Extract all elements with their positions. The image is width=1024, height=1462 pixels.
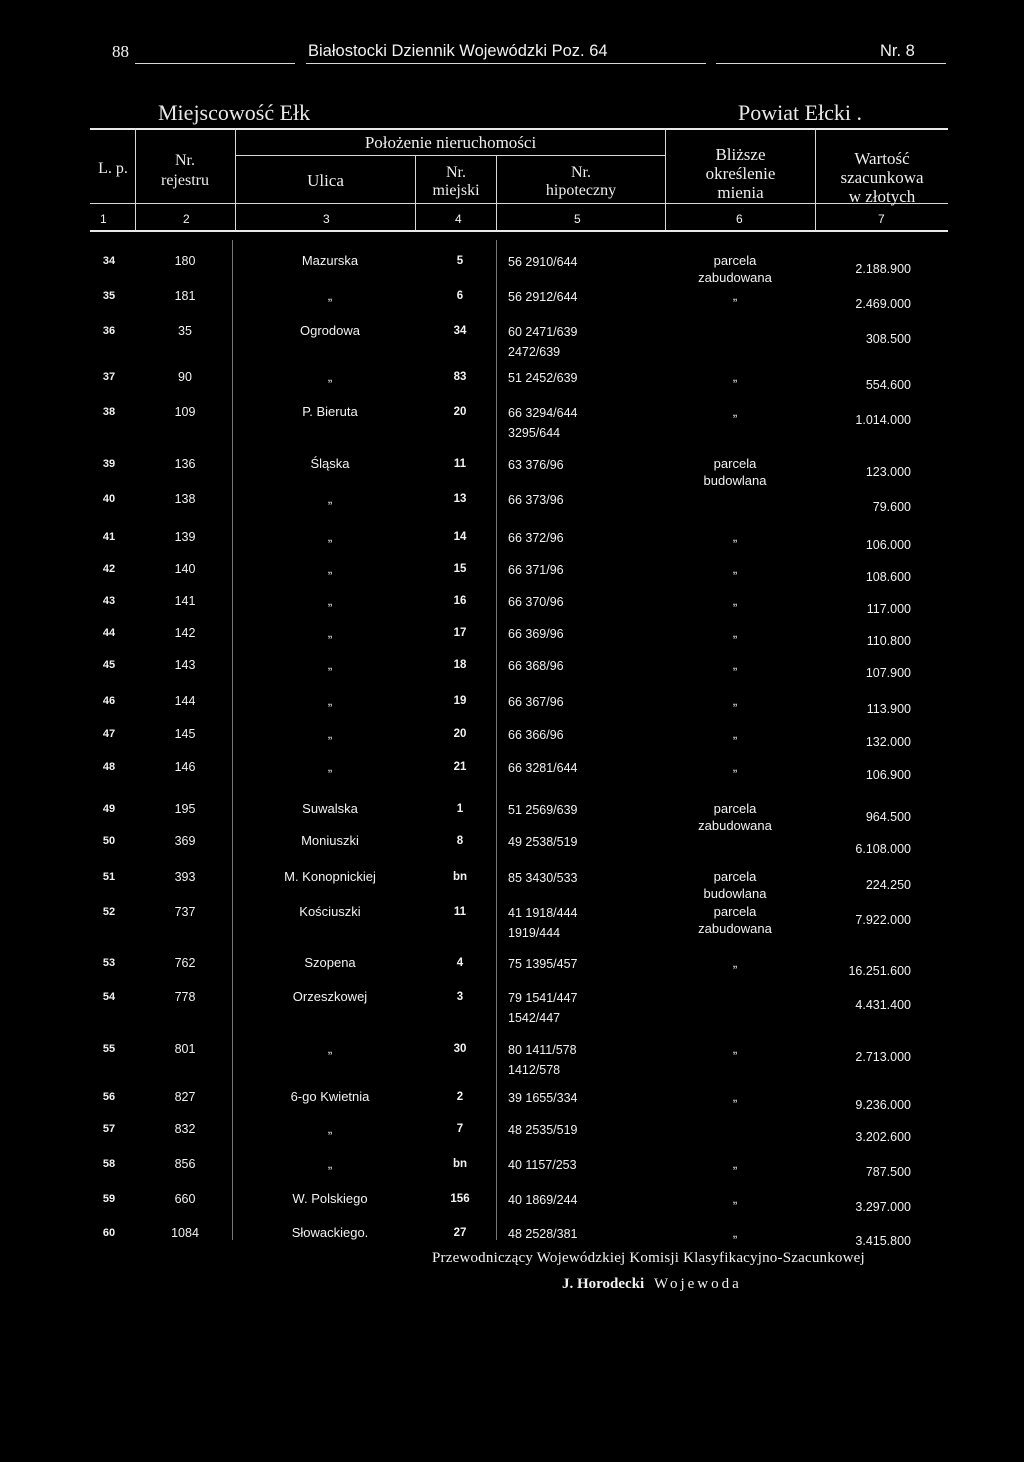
row-ulica: „ — [327, 625, 333, 640]
row-okreslenie-mienia: parcela zabudowana — [698, 904, 772, 936]
row-okreslenie-mienia: „ — [732, 593, 738, 608]
row-wartosc: 4.431.400 — [855, 998, 911, 1012]
row-okreslenie-mienia: „ — [732, 404, 738, 419]
row-nr-hipoteczny: 79 1541/447 1542/447 — [508, 991, 578, 1025]
table-row — [0, 954, 1024, 988]
row-wartosc: 964.500 — [865, 810, 911, 824]
row-nr-rejestru: 35 — [178, 324, 192, 338]
row-okreslenie-mienia: „ — [732, 529, 738, 544]
row-ulica: 6-go Kwietnia — [290, 1089, 370, 1104]
row-wartosc: 9.236.000 — [855, 1098, 911, 1112]
row-lp: 47 — [102, 728, 116, 740]
column-number-6: 6 — [736, 212, 743, 226]
row-nr-miejski: 27 — [453, 1227, 467, 1239]
row-nr-miejski: 34 — [453, 325, 467, 337]
table-row — [0, 800, 1024, 834]
row-nr-hipoteczny: 39 1655/334 — [508, 1091, 578, 1105]
row-ulica: P. Bieruta — [302, 404, 358, 419]
row-wartosc: 117.000 — [866, 602, 911, 616]
table-row — [0, 1040, 1024, 1077]
row-nr-miejski: 21 — [453, 761, 467, 773]
row-nr-miejski: bn — [452, 871, 468, 883]
row-nr-miejski: 14 — [453, 531, 467, 543]
row-nr-hipoteczny: 66 368/96 — [508, 659, 564, 673]
row-nr-rejestru: 146 — [174, 760, 196, 774]
row-ulica: „ — [327, 288, 333, 303]
row-okreslenie-mienia: „ — [732, 1089, 738, 1104]
row-wartosc: 554.600 — [865, 378, 911, 392]
header-rejestru-nr: Nr. — [175, 152, 195, 169]
row-nr-hipoteczny: 51 2569/639 — [508, 803, 578, 817]
table-row — [0, 368, 1024, 402]
table-row — [0, 868, 1024, 902]
row-okreslenie-mienia: „ — [732, 1225, 738, 1240]
column-number-4: 4 — [455, 212, 462, 226]
column-number-5: 5 — [574, 212, 581, 226]
table-row — [0, 1190, 1024, 1224]
row-nr-miejski: 17 — [453, 627, 467, 639]
row-ulica: „ — [327, 529, 333, 544]
row-nr-miejski: 30 — [453, 1043, 467, 1055]
row-nr-hipoteczny: 40 1157/253 — [508, 1158, 577, 1172]
row-nr-miejski: 19 — [453, 695, 467, 707]
row-lp: 51 — [102, 871, 116, 883]
row-nr-miejski: 1 — [456, 803, 464, 815]
row-nr-hipoteczny: 56 2910/644 — [508, 255, 578, 269]
table-top-rule — [90, 128, 948, 130]
row-nr-hipoteczny: 80 1411/578 1412/578 — [508, 1043, 577, 1077]
row-wartosc: 123.000 — [865, 465, 911, 479]
row-okreslenie-mienia: parcela zabudowana — [698, 801, 772, 833]
row-okreslenie-mienia: „ — [732, 693, 738, 708]
header-rule-right — [716, 63, 946, 64]
row-nr-rejestru: 90 — [178, 370, 192, 384]
row-wartosc: 113.900 — [866, 702, 911, 716]
row-nr-hipoteczny: 66 371/96 — [508, 563, 564, 577]
row-nr-miejski: 3 — [456, 991, 464, 1003]
row-wartosc: 7.922.000 — [855, 913, 911, 927]
row-lp: 46 — [102, 695, 116, 707]
row-lp: 60 — [102, 1227, 116, 1239]
column-number-1: 1 — [100, 212, 107, 226]
row-lp: 57 — [102, 1123, 116, 1135]
row-okreslenie-mienia: „ — [732, 955, 738, 970]
table-row — [0, 1155, 1024, 1189]
row-ulica: „ — [327, 1121, 333, 1136]
row-nr-rejestru: 195 — [174, 802, 196, 816]
col-divider-1 — [135, 128, 136, 230]
table-row — [0, 1120, 1024, 1154]
row-nr-rejestru: 139 — [174, 530, 196, 544]
row-ulica: Moniuszki — [301, 833, 359, 848]
row-nr-hipoteczny: 48 2528/381 — [508, 1227, 578, 1241]
column-number-3: 3 — [323, 212, 330, 226]
row-okreslenie-mienia: parcela zabudowana — [698, 253, 772, 285]
row-wartosc: 110.800 — [866, 634, 911, 648]
issue-number: Nr. 8 — [880, 42, 915, 60]
row-okreslenie-mienia: „ — [732, 759, 738, 774]
header-blizsze-2: określenie — [705, 164, 776, 183]
row-nr-hipoteczny: 40 1869/244 — [508, 1193, 578, 1207]
row-lp: 53 — [102, 957, 116, 969]
header-hipoteczny-nr: Nr. — [571, 164, 591, 181]
row-nr-rejestru: 832 — [174, 1122, 196, 1136]
row-wartosc: 224.250 — [865, 878, 911, 892]
row-wartosc: 308.500 — [865, 332, 911, 346]
row-nr-rejestru: 136 — [174, 457, 196, 471]
row-nr-miejski: 13 — [453, 493, 467, 505]
row-wartosc: 106.900 — [865, 768, 911, 782]
row-ulica: Kościuszki — [299, 904, 361, 919]
row-ulica: M. Konopnickiej — [284, 869, 376, 884]
row-ulica: Orzeszkowej — [292, 989, 368, 1004]
row-wartosc: 79.600 — [872, 500, 911, 514]
row-lp: 56 — [102, 1091, 116, 1103]
row-nr-rejestru: 140 — [174, 562, 196, 576]
row-nr-hipoteczny: 85 3430/533 — [508, 871, 578, 885]
row-okreslenie-mienia: „ — [732, 561, 738, 576]
row-ulica: Szopena — [304, 955, 356, 970]
row-nr-rejestru: 144 — [174, 694, 196, 708]
row-nr-hipoteczny: 66 373/96 — [508, 493, 564, 507]
row-nr-rejestru: 138 — [174, 492, 196, 506]
row-okreslenie-mienia: „ — [732, 657, 738, 672]
header-wartosc-2: szacunkowa — [840, 168, 924, 187]
row-nr-rejestru: 660 — [174, 1192, 196, 1206]
table-row — [0, 725, 1024, 759]
row-ulica: Mazurska — [301, 253, 359, 268]
header-wartosc-3: w złotych — [848, 187, 916, 206]
row-nr-miejski: 8 — [456, 835, 464, 847]
table-row — [0, 490, 1024, 524]
col-divider-5 — [665, 128, 666, 230]
table-row — [0, 322, 1024, 359]
row-lp: 39 — [102, 458, 116, 470]
row-wartosc: 132.000 — [865, 735, 911, 749]
table-row — [0, 252, 1024, 286]
row-nr-miejski: 15 — [453, 563, 467, 575]
row-wartosc: 2.188.900 — [855, 262, 911, 276]
row-nr-hipoteczny: 60 2471/639 2472/639 — [508, 325, 578, 359]
row-ulica: „ — [327, 1041, 333, 1056]
table-row — [0, 528, 1024, 562]
header-rule-mid — [306, 63, 706, 64]
row-nr-rejestru: 145 — [174, 727, 196, 741]
row-ulica: W. Polskiego — [292, 1191, 368, 1206]
row-nr-miejski: 20 — [453, 406, 467, 418]
header-rejestru: rejestru — [161, 172, 209, 189]
table-row — [0, 560, 1024, 594]
row-nr-rejestru: 762 — [174, 956, 196, 970]
row-okreslenie-mienia: „ — [732, 288, 738, 303]
row-nr-rejestru: 143 — [174, 658, 196, 672]
row-nr-hipoteczny: 49 2538/519 — [508, 835, 578, 849]
table-row — [0, 832, 1024, 866]
header-blizsze-3: mienia — [717, 183, 764, 202]
header-rule-left — [135, 63, 295, 64]
row-ulica: Suwalska — [302, 801, 358, 816]
row-nr-rejestru: 181 — [174, 289, 196, 303]
row-ulica: „ — [327, 593, 333, 608]
row-ulica: „ — [327, 369, 333, 384]
row-nr-rejestru: 180 — [174, 254, 196, 268]
row-nr-rejestru: 1084 — [171, 1226, 199, 1240]
row-okreslenie-mienia: „ — [732, 1191, 738, 1206]
table-row — [0, 1088, 1024, 1122]
row-nr-miejski: 4 — [456, 957, 464, 969]
signature-line — [562, 1276, 742, 1293]
row-okreslenie-mienia: parcela budowlana — [703, 869, 767, 901]
row-okreslenie-mienia: „ — [732, 625, 738, 640]
row-nr-miejski: 11 — [453, 906, 467, 918]
row-nr-miejski: 18 — [453, 659, 467, 671]
row-ulica: „ — [327, 726, 333, 741]
row-lp: 52 — [102, 906, 116, 918]
row-nr-rejestru: 369 — [174, 834, 196, 848]
row-wartosc: 16.251.600 — [848, 964, 911, 978]
row-ulica: „ — [327, 561, 333, 576]
row-nr-rejestru: 856 — [174, 1157, 196, 1171]
row-nr-miejski: 2 — [456, 1091, 464, 1103]
table-row — [0, 403, 1024, 440]
header-blizsze-1: Bliższe — [715, 145, 766, 164]
row-lp: 45 — [102, 659, 116, 671]
row-lp: 50 — [102, 835, 116, 847]
row-nr-hipoteczny: 51 2452/639 — [508, 371, 578, 385]
row-lp: 34 — [102, 255, 116, 267]
locality-title: Miejscowość Ełk — [158, 100, 311, 125]
row-ulica: Ogrodowa — [300, 323, 360, 338]
row-wartosc: 787.500 — [865, 1165, 911, 1179]
row-lp: 54 — [102, 991, 116, 1003]
header-lp: L. p. — [98, 160, 128, 177]
row-nr-miejski: 20 — [453, 728, 467, 740]
row-lp: 55 — [102, 1043, 116, 1055]
col-divider-3 — [415, 155, 416, 230]
row-nr-hipoteczny: 66 369/96 — [508, 627, 564, 641]
row-ulica: Słowackiego. — [291, 1225, 369, 1240]
row-ulica: „ — [327, 693, 333, 708]
row-wartosc: 108.600 — [865, 570, 911, 584]
header-miejski-nr: Nr. — [446, 164, 466, 181]
row-lp: 58 — [102, 1158, 116, 1170]
table-row — [0, 592, 1024, 626]
row-nr-miejski: 5 — [456, 255, 464, 267]
row-okreslenie-mienia: „ — [732, 1041, 738, 1056]
row-nr-miejski: 83 — [453, 371, 467, 383]
row-wartosc: 6.108.000 — [855, 842, 911, 856]
row-nr-hipoteczny: 41 1918/444 1919/444 — [508, 906, 578, 940]
row-nr-miejski: 156 — [450, 1193, 470, 1205]
col-divider-6 — [815, 128, 816, 230]
table-row — [0, 988, 1024, 1025]
row-wartosc: 3.415.800 — [855, 1234, 911, 1248]
row-wartosc: 3.202.600 — [855, 1130, 911, 1144]
row-wartosc: 2.469.000 — [855, 297, 911, 311]
row-lp: 42 — [102, 563, 116, 575]
row-nr-rejestru: 109 — [174, 405, 196, 419]
row-nr-rejestru: 801 — [174, 1042, 196, 1056]
row-lp: 43 — [102, 595, 116, 607]
table-row — [0, 455, 1024, 489]
commission-chair: Przewodniczący Wojewódzkiej Komisji Klasyfikacyjno-Szacunkowej — [432, 1250, 865, 1266]
row-lp: 36 — [102, 325, 116, 337]
row-lp: 49 — [102, 803, 116, 815]
row-okreslenie-mienia: parcela budowlana — [703, 456, 767, 488]
row-lp: 38 — [102, 406, 116, 418]
col-divider-2 — [235, 128, 236, 230]
row-wartosc: 106.000 — [865, 538, 911, 552]
row-nr-miejski: bn — [452, 1158, 468, 1170]
header-ulica: Ulica — [307, 171, 344, 190]
row-ulica: „ — [327, 657, 333, 672]
header-miejski: miejski — [432, 182, 480, 199]
row-lp: 40 — [102, 493, 116, 505]
row-wartosc: 107.900 — [865, 666, 911, 680]
row-nr-hipoteczny: 66 370/96 — [508, 595, 564, 609]
row-nr-rejestru: 737 — [174, 905, 196, 919]
row-nr-rejestru: 142 — [174, 626, 196, 640]
row-lp: 44 — [102, 627, 116, 639]
polozenie-rule — [235, 155, 665, 156]
table-row — [0, 624, 1024, 658]
row-nr-hipoteczny: 66 367/96 — [508, 695, 564, 709]
row-nr-hipoteczny: 48 2535/519 — [508, 1123, 578, 1137]
table-row — [0, 287, 1024, 321]
row-nr-rejestru: 778 — [174, 990, 196, 1004]
row-lp: 41 — [102, 531, 116, 543]
header-wartosc-1: Wartość — [854, 149, 910, 168]
header-hipoteczny: hipoteczny — [545, 182, 617, 199]
signatory-name: J. Horodecki — [562, 1276, 645, 1292]
row-nr-hipoteczny: 66 366/96 — [508, 728, 564, 742]
column-numbers-rule — [90, 230, 948, 232]
signatory-role: Wojewoda — [653, 1276, 742, 1292]
journal-title: Białostocki Dziennik Wojewódzki Poz. 64 — [308, 42, 608, 60]
col-divider-4 — [496, 155, 497, 230]
row-lp: 48 — [102, 761, 116, 773]
row-ulica: „ — [327, 759, 333, 774]
row-nr-hipoteczny: 63 376/96 — [508, 458, 564, 472]
table-row — [0, 692, 1024, 726]
header-polozenie: Położenie nieruchomości — [364, 133, 537, 152]
row-okreslenie-mienia: „ — [732, 369, 738, 384]
row-nr-rejestru: 393 — [174, 870, 196, 884]
row-okreslenie-mienia: „ — [732, 726, 738, 741]
row-nr-hipoteczny: 66 372/96 — [508, 531, 564, 545]
row-nr-hipoteczny: 75 1395/457 — [508, 957, 578, 971]
row-lp: 37 — [102, 371, 116, 383]
column-number-2: 2 — [183, 212, 190, 226]
row-nr-miejski: 11 — [453, 458, 467, 470]
row-wartosc: 1.014.000 — [855, 413, 911, 427]
page-number: 88 — [112, 42, 129, 61]
column-number-7: 7 — [878, 212, 885, 226]
row-lp: 59 — [102, 1193, 116, 1205]
row-nr-miejski: 16 — [453, 595, 467, 607]
row-ulica: Śląska — [310, 456, 350, 471]
row-ulica: „ — [327, 491, 333, 506]
row-nr-hipoteczny: 56 2912/644 — [508, 290, 578, 304]
row-wartosc: 2.713.000 — [855, 1050, 911, 1064]
row-nr-hipoteczny: 66 3294/644 3295/644 — [508, 406, 578, 440]
row-nr-rejestru: 827 — [174, 1090, 196, 1104]
table-row — [0, 656, 1024, 690]
row-nr-hipoteczny: 66 3281/644 — [508, 761, 578, 775]
row-ulica: „ — [327, 1156, 333, 1171]
row-nr-rejestru: 141 — [174, 594, 196, 608]
row-nr-miejski: 7 — [456, 1123, 464, 1135]
table-row — [0, 903, 1024, 940]
table-row — [0, 758, 1024, 792]
row-wartosc: 3.297.000 — [855, 1200, 911, 1214]
row-okreslenie-mienia: „ — [732, 1156, 738, 1171]
row-lp: 35 — [102, 290, 116, 302]
district-title: Powiat Ełcki . — [738, 100, 863, 125]
row-nr-miejski: 6 — [456, 290, 464, 302]
